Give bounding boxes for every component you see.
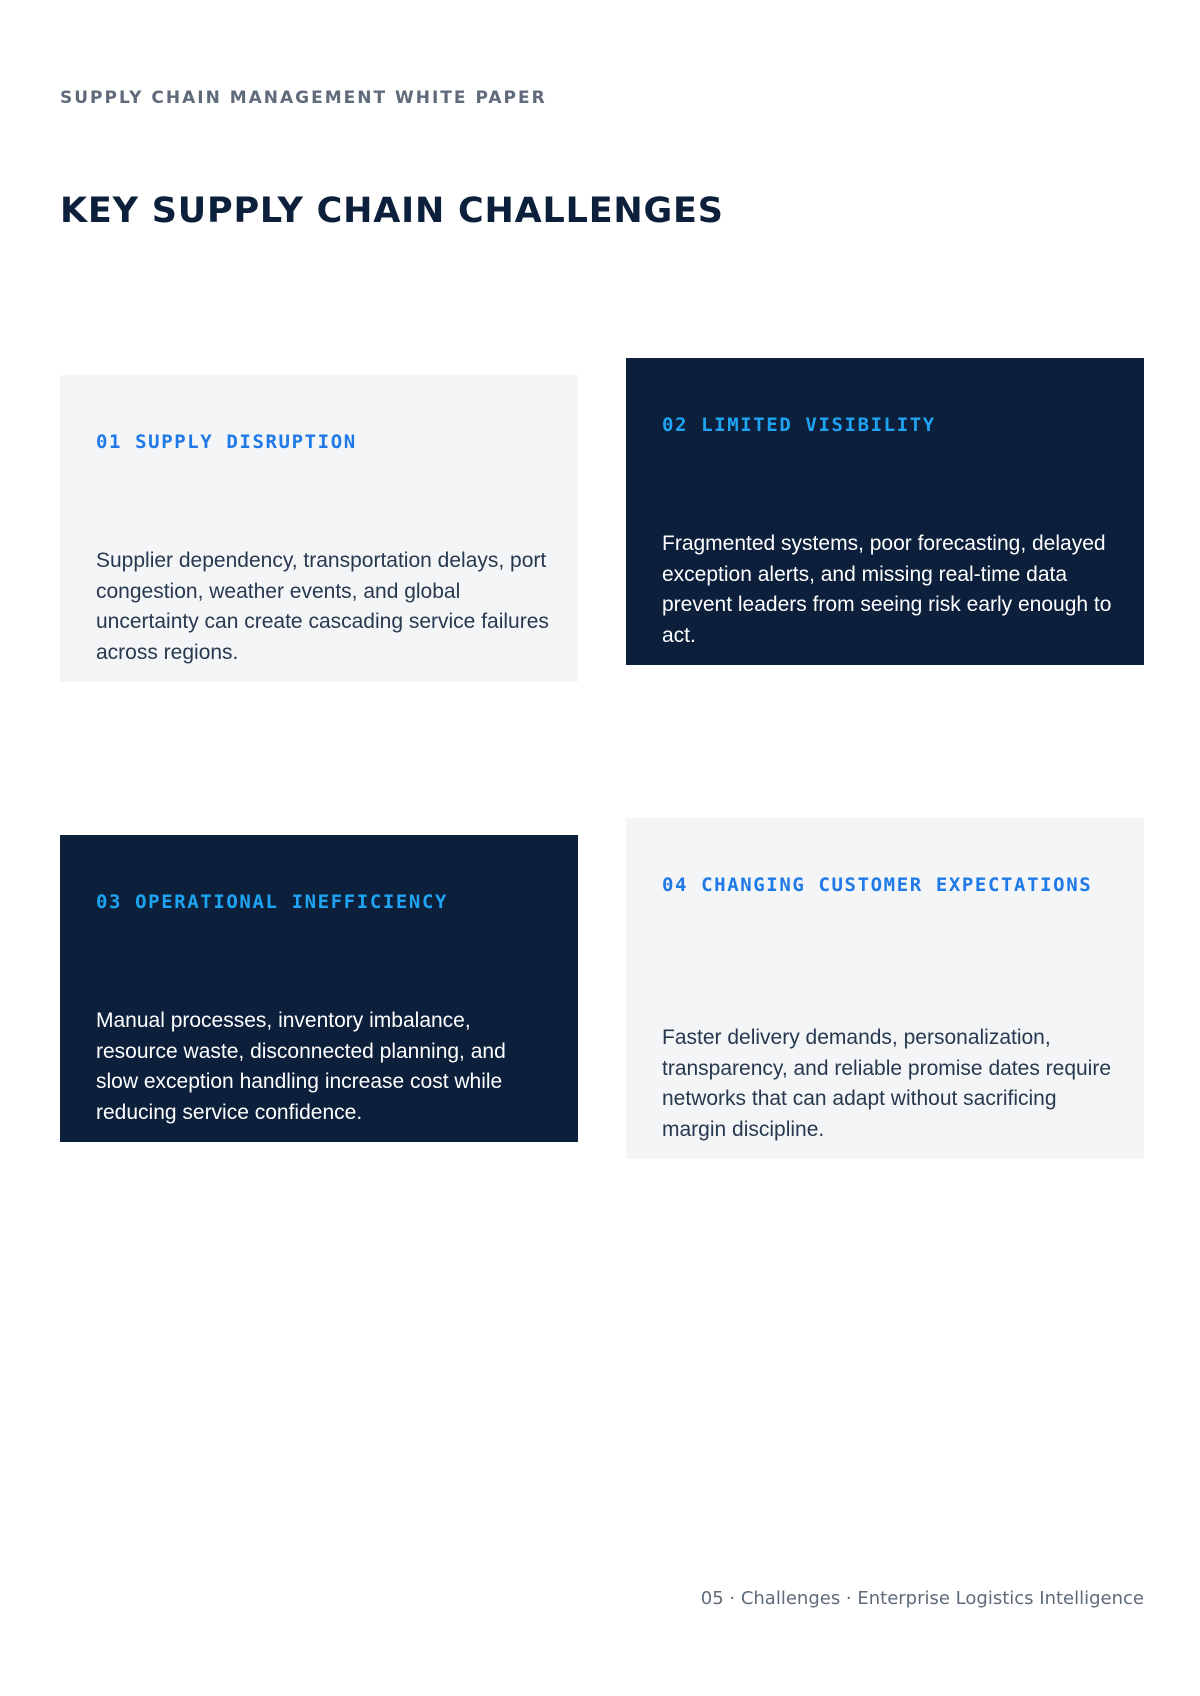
card-heading: 01 SUPPLY DISRUPTION	[96, 431, 357, 453]
card-body: Fragmented systems, poor forecasting, delayed exception alerts, and missing real-time data prevent leaders from seeing risk early enough to act.	[662, 532, 1112, 647]
card-heading: 03 OPERATIONAL INEFFICIENCY	[96, 891, 449, 913]
challenge-card-supply-disruption	[60, 375, 578, 682]
card-body: Supplier dependency, transportation delays, port congestion, weather events, and global uncertainty can create cascading service failures across regions.	[96, 549, 549, 664]
document-kicker: SUPPLY CHAIN MANAGEMENT WHITE PAPER	[60, 88, 547, 108]
card-body: Manual processes, inventory imbalance, resource waste, disconnected planning, and slow exception handling increase cost while reducing service confidence.	[96, 1009, 506, 1124]
card-heading: 02 LIMITED VISIBILITY	[662, 414, 936, 436]
card-heading: 04 CHANGING CUSTOMER EXPECTATIONS	[662, 874, 1093, 896]
page-title: KEY SUPPLY CHAIN CHALLENGES	[60, 191, 724, 231]
page-footer: 05 · Challenges · Enterprise Logistics Intelligence	[700, 1588, 1144, 1609]
challenge-card-operational-inefficiency	[60, 835, 578, 1142]
card-body: Faster delivery demands, personalization, transparency, and reliable promise dates require networks that can adapt without sacrificing margin discipline.	[662, 1026, 1112, 1141]
challenge-card-limited-visibility	[626, 358, 1144, 665]
challenge-card-changing-expectations	[626, 818, 1144, 1159]
